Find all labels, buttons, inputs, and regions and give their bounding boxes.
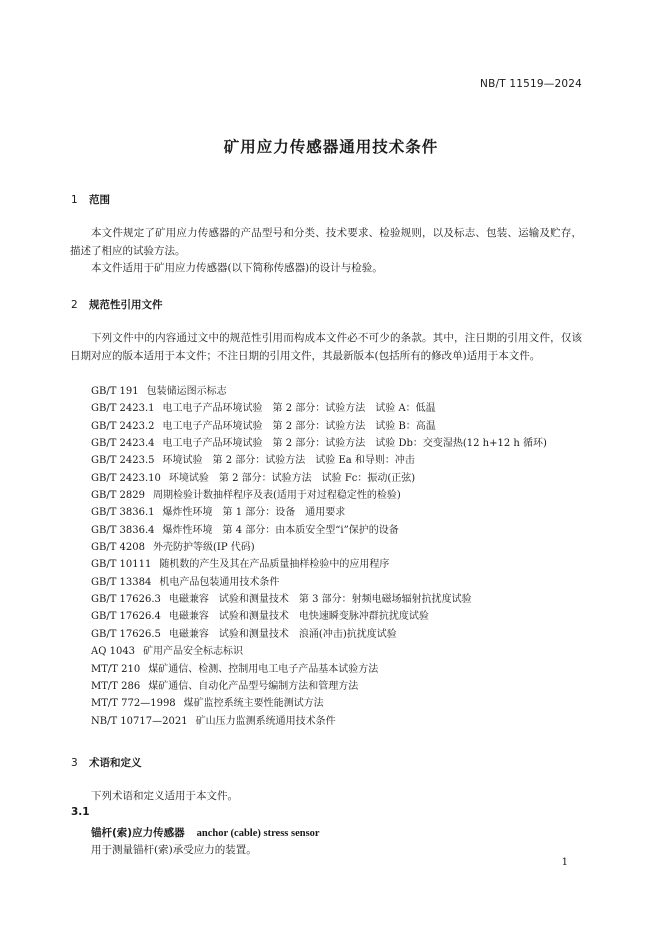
term-number: 3.1 (71, 806, 90, 818)
section-1-heading (71, 192, 110, 207)
reference-item (91, 504, 547, 521)
reference-code: GB/T 4208 (91, 542, 146, 554)
section-title: 术语和定义 (89, 757, 142, 769)
section-title: 范围 (89, 194, 110, 206)
reference-title: 随机数的产生及其在产品质量抽样检验中的应用程序 (159, 559, 390, 571)
reference-code: GB/T 2423.5 (91, 455, 155, 467)
standard-code: NB/T 11519—2024 (480, 78, 582, 90)
reference-code: MT/T 772—1998 (91, 698, 176, 710)
reference-title: 包装储运图示标志 (146, 386, 227, 397)
reference-item (91, 418, 547, 435)
reference-item (91, 539, 547, 556)
reference-code: AQ 1043 (91, 646, 136, 658)
reference-title: 电工电子产品环境试验 第 2 部分：试验方法 试验 A：低温 (162, 403, 436, 415)
section-number: 1 (71, 194, 78, 206)
reference-code: GB/T 3836.4 (91, 524, 155, 536)
section-title: 规范性引用文件 (89, 299, 163, 311)
section-3-heading (71, 755, 142, 770)
term-name-chinese: 锚杆(索)应力传感器 (91, 827, 185, 839)
reference-item (91, 522, 547, 539)
reference-item (91, 626, 547, 643)
reference-item (91, 678, 547, 695)
section-number: 3 (71, 757, 78, 769)
reference-item (91, 452, 547, 469)
reference-item (91, 435, 547, 452)
reference-title: 矿用产品安全标志标识 (143, 646, 244, 658)
reference-code: GB/T 17626.3 (91, 594, 161, 606)
reference-title: 矿山压力监测系统通用技术条件 (195, 715, 336, 727)
reference-item (91, 383, 547, 400)
reference-code: GB/T 2829 (91, 490, 146, 502)
terms-intro: 下列术语和定义适用于本文件。 (91, 790, 238, 802)
reference-code: GB/T 2423.2 (91, 420, 155, 432)
scope-paragraph-1: 本文件规定了矿用应力传感器的产品型号和分类、技术要求、检验规则，以及标志、包装、运输及贮存，描述了相应的试验方法。 (70, 227, 582, 257)
reference-list (91, 383, 547, 730)
reference-title: 电磁兼容 试验和测量技术 电快速瞬变脉冲群抗扰度试验 (168, 611, 429, 623)
document-title: 矿用应力传感器通用技术条件 (223, 138, 439, 156)
term-definition: 用于测量锚杆(索)承受应力的装置。 (91, 844, 257, 856)
reference-code: GB/T 2423.4 (91, 438, 155, 450)
reference-item (91, 643, 547, 660)
reference-item (91, 556, 547, 573)
term-name-english: anchor (cable) stress sensor (196, 828, 320, 839)
reference-item (91, 661, 547, 678)
reference-item (91, 608, 547, 625)
reference-item (91, 695, 547, 712)
reference-code: GB/T 191 (91, 386, 139, 397)
reference-title: 外壳防护等级(IP 代码) (153, 542, 255, 554)
reference-item (91, 487, 547, 504)
reference-code: GB/T 17626.5 (91, 628, 161, 640)
section-2-heading (71, 297, 163, 312)
reference-title: 环境试验 第 2 部分：试验方法 试验 Fc：振动(正弦) (168, 472, 416, 484)
reference-code: GB/T 17626.4 (91, 611, 161, 623)
reference-title: 电磁兼容 试验和测量技术 浪涌(冲击)抗扰度试验 (168, 628, 397, 640)
reference-item (91, 591, 547, 608)
scope-paragraph-2: 本文件适用于矿用应力传感器(以下简称传感器)的设计与检验。 (91, 262, 383, 274)
reference-code: GB/T 3836.1 (91, 507, 155, 519)
normative-intro: 下列文件中的内容通过文中的规范性引用而构成本文件必不可少的条款。其中，注日期的引用文件，仅该日期对应的版本适用于本文件；不注日期的引用文件，其最新版本(包括所有的修改单)适用于本文件。 (70, 332, 582, 362)
reference-title: 周期检验计数抽样程序及表(适用于对过程稳定性的检验) (153, 490, 401, 502)
reference-code: GB/T 13384 (91, 576, 152, 588)
reference-item (91, 400, 547, 417)
reference-item (91, 713, 547, 730)
reference-code: MT/T 210 (91, 663, 141, 675)
reference-title: 电工电子产品环境试验 第 2 部分：试验方法 试验 Db：交变湿热(12 h+12 h 循环) (162, 438, 547, 450)
reference-title: 煤矿监控系统主要性能测试方法 (183, 698, 324, 710)
reference-title: 爆炸性环境 第 4 部分：由本质安全型“i”保护的设备 (162, 524, 399, 536)
reference-title: 环境试验 第 2 部分：试验方法 试验 Ea 和导则：冲击 (162, 455, 415, 467)
reference-title: 爆炸性环境 第 1 部分：设备 通用要求 (162, 507, 346, 519)
reference-code: GB/T 2423.10 (91, 472, 161, 484)
reference-code: MT/T 286 (91, 680, 141, 692)
reference-title: 机电产品包装通用技术条件 (159, 576, 280, 588)
reference-title: 电磁兼容 试验和测量技术 第 3 部分：射频电磁场辐射抗扰度试验 (168, 594, 472, 606)
reference-title: 电工电子产品环境试验 第 2 部分：试验方法 试验 B：高温 (162, 420, 436, 432)
section-number: 2 (71, 299, 78, 311)
reference-code: GB/T 2423.1 (91, 403, 155, 415)
reference-code: GB/T 10111 (91, 559, 152, 571)
page-number: 1 (561, 857, 568, 868)
reference-title: 煤矿通信、检测、控制用电工电子产品基本试验方法 (148, 663, 379, 675)
reference-item (91, 470, 547, 487)
reference-item (91, 574, 547, 591)
reference-title: 煤矿通信、自动化产品型号编制方法和管理方法 (148, 680, 359, 692)
reference-code: NB/T 10717—2021 (91, 715, 188, 727)
term-name (91, 825, 320, 840)
